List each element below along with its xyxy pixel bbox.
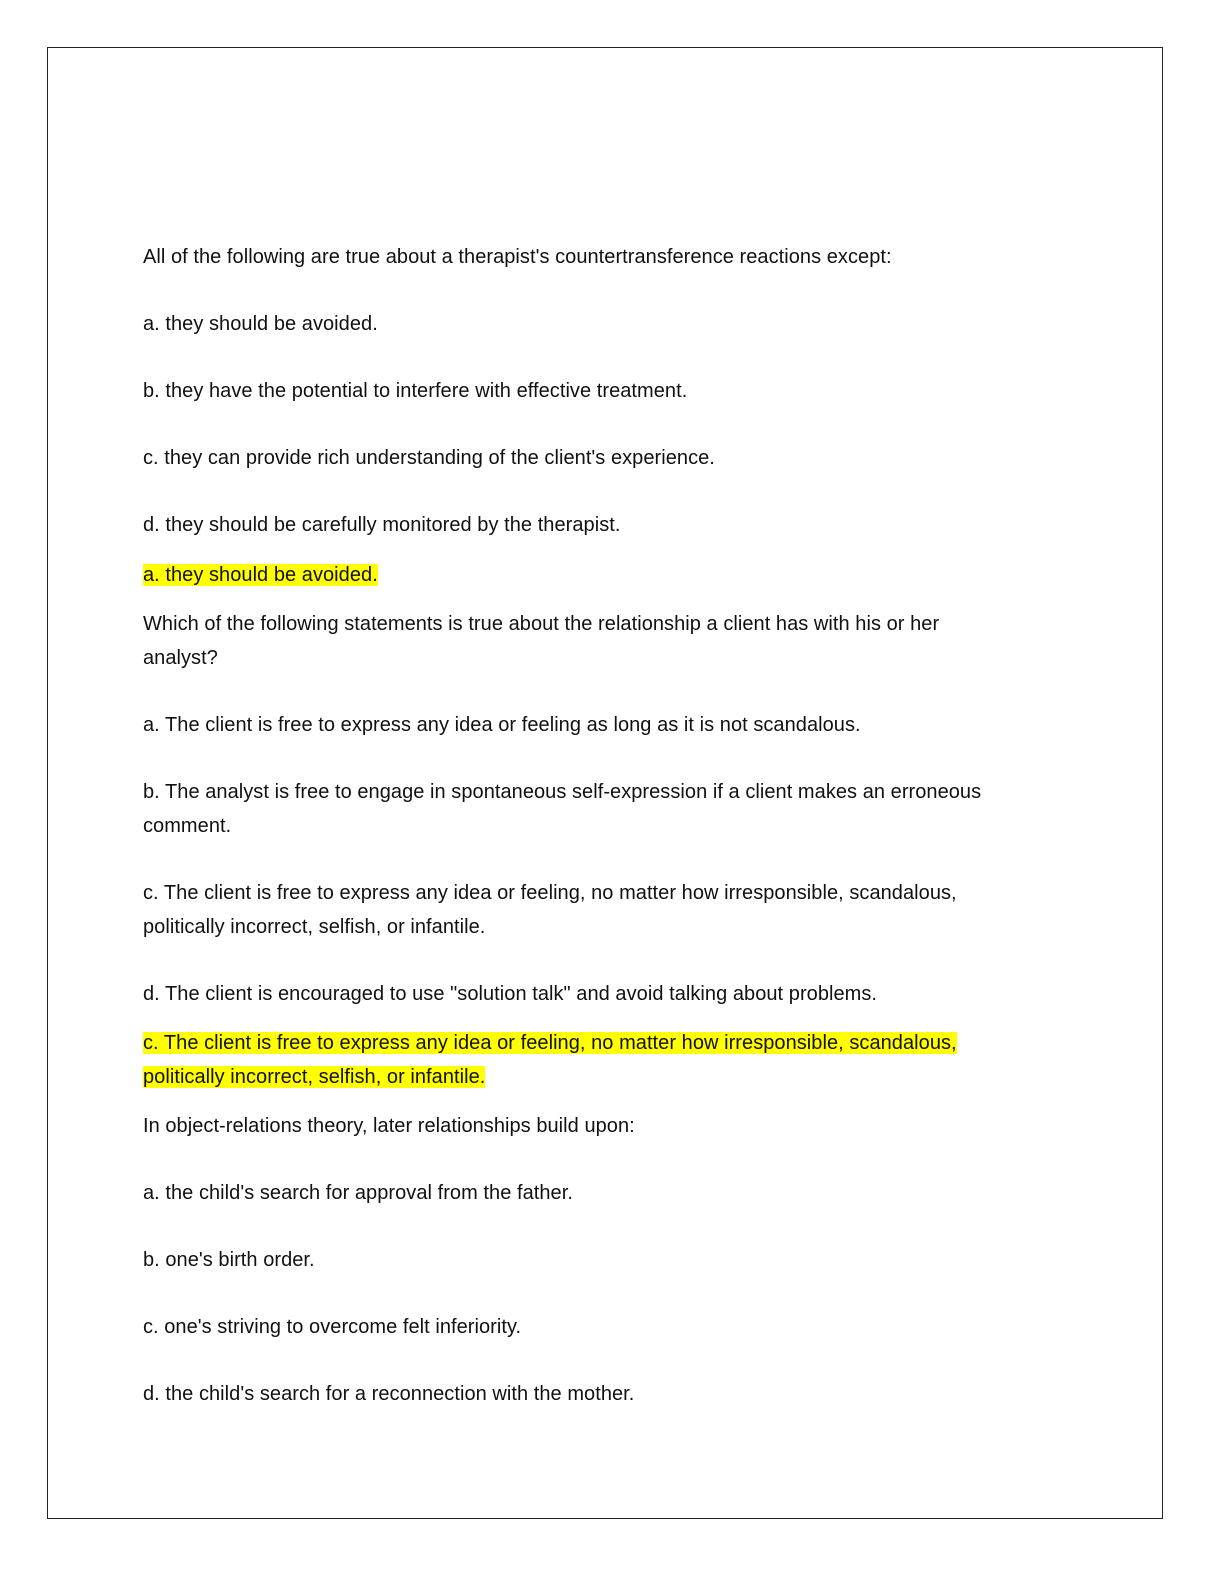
question-2-option-c-line-1: c. The client is free to express any idea or feeling, no matter how irresponsible, scandalous, <box>143 882 957 904</box>
question-2-option-a: a. The client is free to express any idea or feeling as long as it is not scandalous. <box>143 714 861 736</box>
question-1-option-d: d. they should be carefully monitored by the therapist. <box>143 514 621 536</box>
question-2-answer-line-2 <box>143 1060 485 1094</box>
question-3-text: In object-relations theory, later relationships build upon: <box>143 1115 635 1137</box>
question-1-option-a: a. they should be avoided. <box>143 313 378 335</box>
question-1-answer-highlight: a. they should be avoided. <box>143 564 378 586</box>
question-2-answer-highlight-2: politically incorrect, selfish, or infantile. <box>143 1066 486 1088</box>
question-2-option-d: d. The client is encouraged to use "solution talk" and avoid talking about problems. <box>143 983 878 1005</box>
question-2-text-line-2: analyst? <box>143 647 218 669</box>
question-1-text: All of the following are true about a therapist's countertransference reactions except: <box>143 246 892 268</box>
question-1-option-c: c. they can provide rich understanding of the client's experience. <box>143 447 715 469</box>
question-2-text-line-1: Which of the following statements is true about the relationship a client has with his or her <box>143 613 940 635</box>
question-2-answer-line-1 <box>143 1026 957 1060</box>
question-2-answer-highlight-1: c. The client is free to express any idea or feeling, no matter how irresponsible, scandalous, <box>143 1032 957 1054</box>
question-3-option-d: d. the child's search for a reconnection with the mother. <box>143 1383 635 1405</box>
question-3-option-c: c. one's striving to overcome felt inferiority. <box>143 1316 522 1338</box>
question-2-option-c-line-2: politically incorrect, selfish, or infantile. <box>143 916 486 938</box>
question-1-answer <box>143 558 378 592</box>
question-3-option-a: a. the child's search for approval from the father. <box>143 1182 573 1204</box>
question-2-option-b-line-2: comment. <box>143 815 232 837</box>
question-1-option-b: b. they have the potential to interfere with effective treatment. <box>143 380 688 402</box>
question-2-option-b-line-1: b. The analyst is free to engage in spontaneous self-expression if a client makes an erroneous <box>143 781 982 803</box>
question-3-option-b: b. one's birth order. <box>143 1249 315 1271</box>
